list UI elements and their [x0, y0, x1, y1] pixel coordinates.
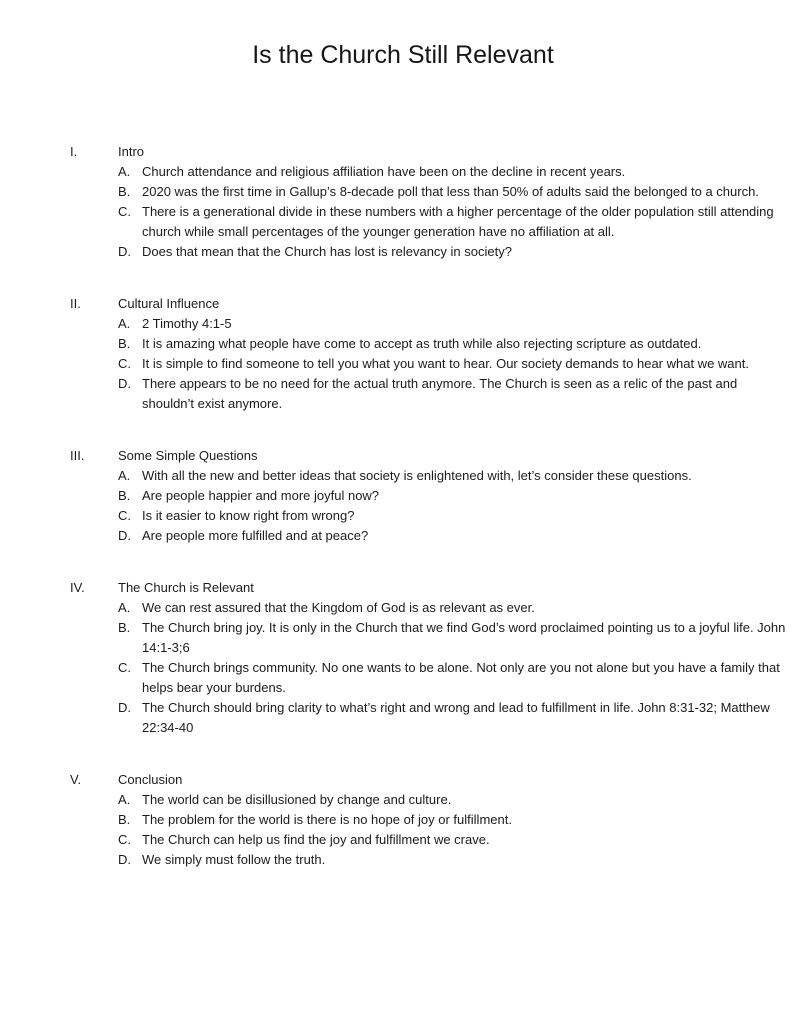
- outline-item: [118, 850, 806, 870]
- item-text: It is amazing what people have come to accept as truth while also rejecting scripture as outdated.: [142, 336, 702, 351]
- item-text: Is it easier to know right from wrong?: [142, 508, 355, 523]
- item-text: We can rest assured that the Kingdom of God is as relevant as ever.: [142, 600, 535, 615]
- outline-item: [118, 202, 806, 242]
- item-text: With all the new and better ideas that society is enlightened with, let’s consider these questions.: [142, 468, 692, 483]
- outline-item: [118, 314, 806, 334]
- section-heading-row: [70, 294, 806, 314]
- section-numeral: V.: [70, 772, 82, 787]
- item-text: 2 Timothy 4:1-5: [142, 316, 232, 331]
- outline-section-simple-questions: [70, 446, 806, 546]
- item-text: Are people more fulfilled and at peace?: [142, 528, 369, 543]
- item-label: C.: [118, 832, 131, 847]
- item-text: Church attendance and religious affiliation have been on the decline in recent years.: [142, 164, 626, 179]
- outline-section-conclusion: [70, 770, 806, 870]
- outline-item: [118, 486, 806, 506]
- item-label: B.: [118, 184, 131, 199]
- item-text: The Church should bring clarity to what’s right and wrong and lead to fulfillment in life. John 8:31-32; Matthew 22:34-40: [142, 700, 770, 735]
- section-heading-row: [70, 446, 806, 466]
- outline-item: [118, 526, 806, 546]
- section-numeral: II.: [70, 296, 81, 311]
- outline-item: [118, 698, 806, 738]
- outline-section-church-is-relevant: [70, 578, 806, 738]
- section-heading: Conclusion: [118, 772, 183, 787]
- outline-item: [118, 242, 806, 262]
- outline-item: [118, 506, 806, 526]
- section-heading: Some Simple Questions: [118, 448, 258, 463]
- section-heading: Cultural Influence: [118, 296, 220, 311]
- item-label: C.: [118, 508, 131, 523]
- item-label: A.: [118, 600, 131, 615]
- item-label: B.: [118, 812, 131, 827]
- section-heading: The Church is Relevant: [118, 580, 254, 595]
- outline-item: [118, 162, 806, 182]
- section-heading-row: [70, 578, 806, 598]
- item-text: There is a generational divide in these numbers with a higher percentage of the older population still attending church while small percentages of the younger generation have no affiliation at all.: [142, 204, 774, 239]
- item-label: A.: [118, 316, 131, 331]
- item-label: D.: [118, 528, 131, 543]
- item-label: B.: [118, 336, 131, 351]
- item-label: B.: [118, 488, 131, 503]
- outline-item: [118, 374, 806, 414]
- item-text: The world can be disillusioned by change and culture.: [142, 792, 452, 807]
- outline-item: [118, 790, 806, 810]
- section-numeral: IV.: [70, 580, 85, 595]
- item-text: We simply must follow the truth.: [142, 852, 326, 867]
- item-label: D.: [118, 244, 131, 259]
- item-label: A.: [118, 792, 131, 807]
- outline-item: [118, 658, 806, 698]
- outline-item: [118, 334, 806, 354]
- outline-item: [118, 182, 806, 202]
- outline: [70, 142, 806, 870]
- item-text: It is simple to find someone to tell you what you want to hear. Our society demands to hear what we want.: [142, 356, 749, 371]
- item-text: Does that mean that the Church has lost is relevancy in society?: [142, 244, 512, 259]
- item-text: The Church can help us find the joy and fulfillment we crave.: [142, 832, 490, 847]
- outline-item: [118, 810, 806, 830]
- item-text: The Church bring joy. It is only in the Church that we find God’s word proclaimed pointing us to a joyful life. John 14:1-3;6: [142, 620, 786, 655]
- section-numeral: III.: [70, 448, 85, 463]
- outline-item: [118, 466, 806, 486]
- section-heading-row: [70, 770, 806, 790]
- outline-section-intro: [70, 142, 806, 262]
- document-title: Is the Church Still Relevant: [252, 41, 554, 69]
- outline-item: [118, 598, 806, 618]
- item-text: The problem for the world is there is no hope of joy or fulfillment.: [142, 812, 512, 827]
- item-label: B.: [118, 620, 131, 635]
- item-label: D.: [118, 376, 131, 391]
- item-label: A.: [118, 164, 131, 179]
- item-label: C.: [118, 660, 131, 675]
- outline-item: [118, 354, 806, 374]
- item-label: C.: [118, 356, 131, 371]
- item-text: There appears to be no need for the actual truth anymore. The Church is seen as a relic of the past and shouldn’t exist anymore.: [142, 376, 738, 411]
- item-text: Are people happier and more joyful now?: [142, 488, 380, 503]
- section-heading: Intro: [118, 144, 145, 159]
- outline-item: [118, 618, 806, 658]
- outline-section-cultural-influence: [70, 294, 806, 414]
- section-heading-row: [70, 142, 806, 162]
- section-numeral: I.: [70, 144, 78, 159]
- item-label: A.: [118, 468, 131, 483]
- item-label: C.: [118, 204, 131, 219]
- item-text: The Church brings community. No one wants to be alone. Not only are you not alone but you have a family that helps bear your burdens.: [142, 660, 780, 695]
- item-label: D.: [118, 852, 131, 867]
- item-text: 2020 was the first time in Gallup’s 8-decade poll that less than 50% of adults said the belonged to a church.: [142, 184, 759, 199]
- outline-item: [118, 830, 806, 850]
- item-label: D.: [118, 700, 131, 715]
